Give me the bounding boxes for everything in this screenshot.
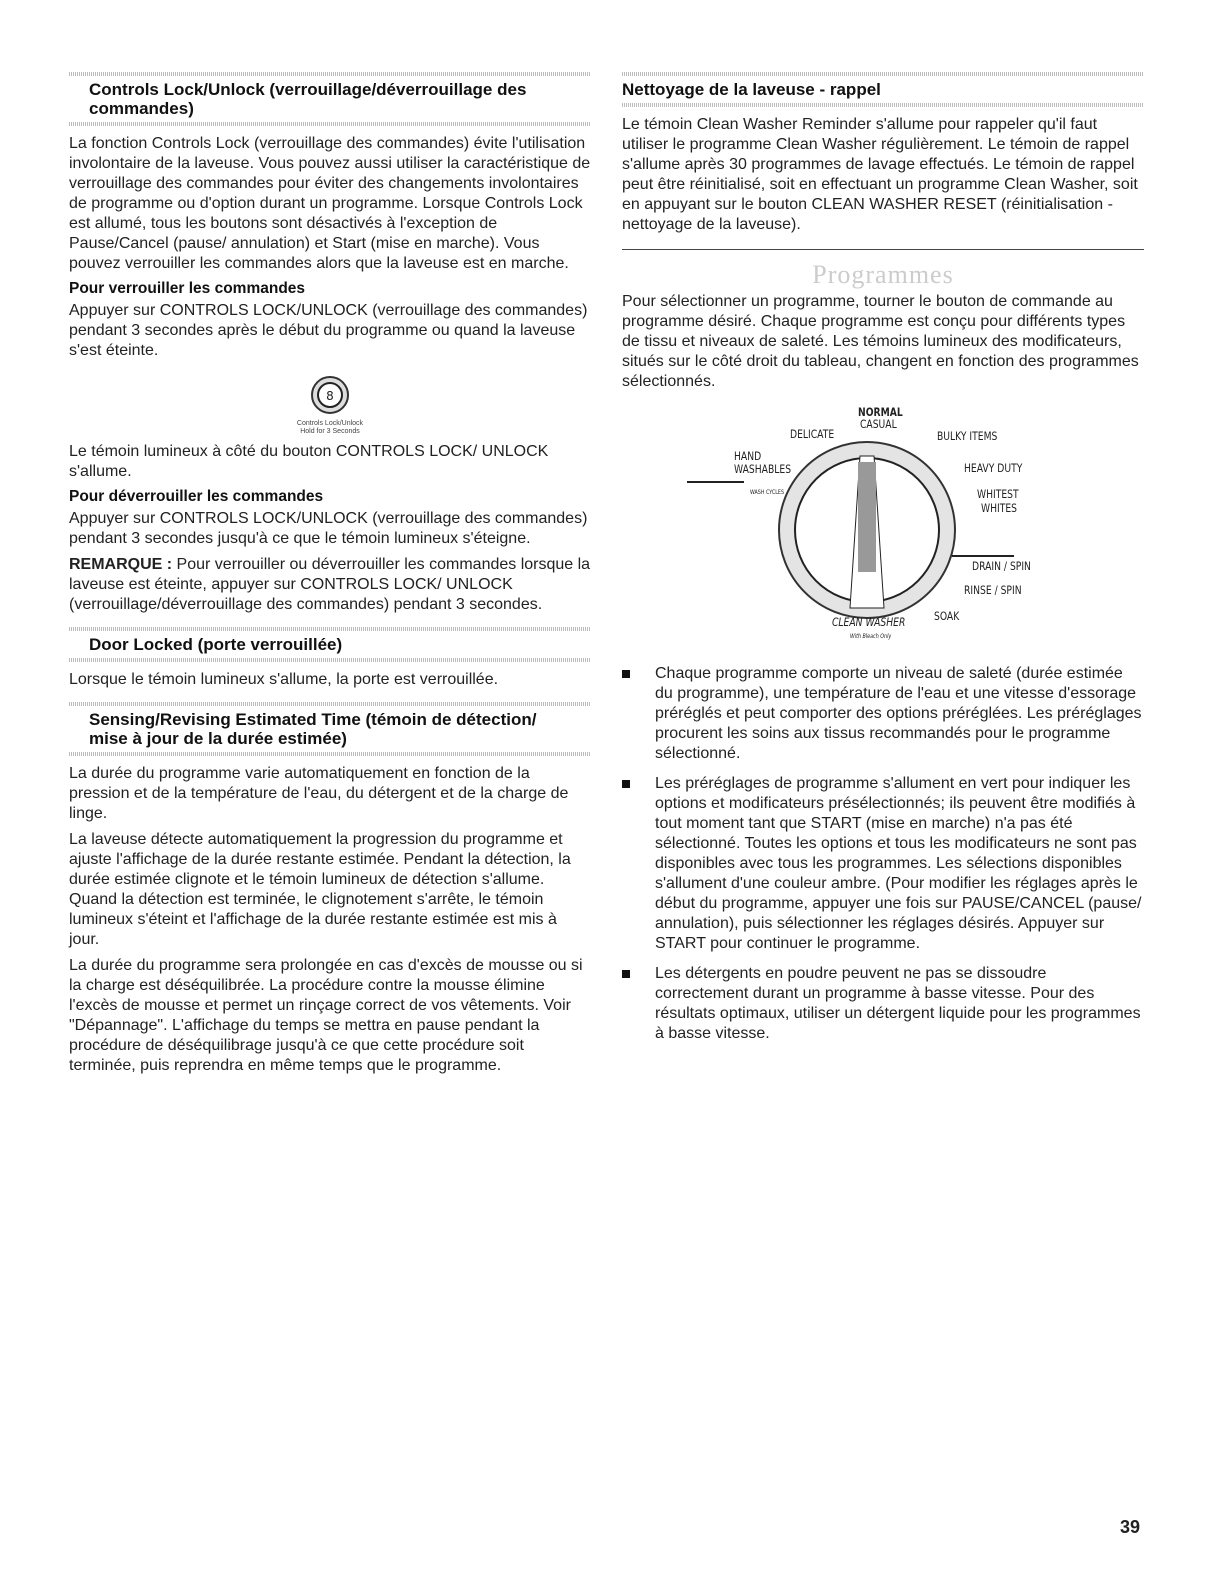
dial-label-rinse-spin: RINSE / SPIN bbox=[964, 583, 1022, 597]
paragraph: Le témoin lumineux à côté du bouton CONTROLS LOCK/ UNLOCK s'allume. bbox=[69, 443, 549, 480]
divider bbox=[69, 702, 591, 706]
divider bbox=[69, 72, 591, 76]
paragraph: La fonction Controls Lock (verrouillage des commandes) évite l'utilisation involontaire de la laveuse. Vous pouvez aussi utiliser la caractéristique de verrouillage des commandes pour éviter des changements involontaires de programme ou d'option durant un programme. Lorsque Controls Lock est allumé, tous les boutons sont désactivés à l'exception de Pause/Cancel (pause/ annulation) et Start (mise en marche). Vous pouvez verrouiller les commandes alors que la laveuse est en marche. bbox=[69, 135, 591, 272]
controls-lock-button-figure bbox=[69, 375, 591, 436]
right-column bbox=[622, 72, 1144, 1054]
divider bbox=[69, 122, 591, 126]
dial-label-delicate: DELICATE bbox=[790, 427, 835, 441]
list-item: Chaque programme comporte un niveau de saleté (durée estimée du programme), une température de l'eau et une vitesse d'essorage préréglés et peut comporter des options préréglées. Les préréglages procurent les soins aux tissus recommandés pour le programme sélectionné. bbox=[622, 664, 1144, 764]
dial-label-normal: NORMAL bbox=[858, 405, 903, 419]
divider bbox=[69, 627, 591, 631]
section-title-programmes: Programmes bbox=[812, 260, 954, 289]
paragraph: Pour sélectionner un programme, tourner le bouton de commande au programme désiré. Chaque programme est conçu pour différents types de tissu et niveaux de saleté. Les témoins lumineux des modificateurs, situés sur le côté droit du tableau, changent en fonction des programmes sélectionnés. bbox=[622, 293, 1139, 390]
dial-label-hand: HAND bbox=[734, 449, 762, 463]
dial-label-whites: WHITES bbox=[981, 501, 1018, 515]
note-label: REMARQUE : bbox=[69, 556, 173, 573]
paragraph: La laveuse détecte automatiquement la progression du programme et ajuste l'affichage de la durée restante estimée. Pendant la détection, la durée estimée clignote et le témoin lumineux de détection s'allume. Quand la détection est terminée, le clignotement s'arrête, le témoin lumineux s'éteint et l'affichage de la durée restante estimée est mis à jour. bbox=[69, 831, 571, 948]
button-caption: Controls Lock/Unlock bbox=[296, 420, 364, 427]
paragraph: Lorsque le témoin lumineux s'allume, la porte est verrouillée. bbox=[69, 671, 499, 688]
dial-label-soak: SOAK bbox=[934, 609, 960, 623]
button-subcaption: Hold for 3 Seconds bbox=[300, 428, 360, 435]
section-heading: Nettoyage de la laveuse - rappel bbox=[622, 80, 881, 99]
section-heading: Sensing/Revising Estimated Time (témoin de détection/ mise à jour de la durée estimée) bbox=[89, 710, 537, 748]
divider bbox=[622, 103, 1144, 107]
section-heading: Controls Lock/Unlock (verrouillage/déverrouillage des commandes) bbox=[89, 80, 527, 118]
paragraph: La durée du programme sera prolongée en cas d'excès de mousse ou si la charge est déséquilibrée. La procédure contre la mousse élimine l'excès de mousse et permet un rinçage correct de vos vêtements. Voir "Dépannage". L'affichage du temps se mettra en pause pendant la procédure de déséquilibrage jusqu'à ce que cette procédure soit terminée, puis reprendra en même temps que le programme. bbox=[69, 957, 583, 1074]
section-heading: Door Locked (porte verrouillée) bbox=[89, 635, 343, 654]
bullet-list bbox=[622, 664, 1144, 1044]
subheading: Pour verrouiller les commandes bbox=[69, 280, 306, 297]
paragraph: Appuyer sur CONTROLS LOCK/UNLOCK (verrouillage des commandes) pendant 3 secondes après le début du programme ou quand la laveuse s'est éteinte. bbox=[69, 302, 588, 359]
list-item: Les préréglages de programme s'allument en vert pour indiquer les options et modificateurs présélectionnés; ils peuvent être modifiés à tout moment tant que START (mise en marche) n'a pas été sélectionné. Toutes les options et tous les modificateurs ne sont pas disponibles avec tous les programmes. Les sélections disponibles s'allument d'une couleur ambre. (Pour modifier les réglages après le début du programme, appuyer une fois sur PAUSE/CANCEL (pause/ annulation), puis sélectionner les réglages désirés. Appuyer sur START pour continuer le programme. bbox=[622, 774, 1144, 954]
cycle-dial-diagram bbox=[622, 398, 1144, 654]
paragraph: La durée du programme varie automatiquement en fonction de la pression et de la température de l'eau, du détergent et de la charge de linge. bbox=[69, 765, 569, 822]
dial-label-heavy-duty: HEAVY DUTY bbox=[964, 461, 1023, 475]
dial-label-bulky-items: BULKY ITEMS bbox=[937, 429, 998, 443]
dial-label-drain-spin: DRAIN / SPIN bbox=[972, 559, 1031, 573]
svg-text:8: 8 bbox=[326, 389, 334, 403]
section-clean-washer bbox=[622, 72, 1144, 235]
divider bbox=[622, 249, 1144, 250]
note-text: Pour verrouiller ou déverrouiller les commandes lorsque la laveuse est éteinte, appuyer sur CONTROLS LOCK/ UNLOCK (verrouillage/déverrouillage des commandes) pendant 3 secondes. bbox=[69, 556, 591, 613]
divider bbox=[69, 658, 591, 662]
dial-label-bleach-only: With Bleach Only bbox=[850, 633, 892, 640]
divider bbox=[622, 72, 1144, 76]
section-sensing bbox=[69, 702, 591, 1076]
note bbox=[69, 555, 591, 615]
page-number: 39 bbox=[1120, 1517, 1141, 1537]
paragraph: Le témoin Clean Washer Reminder s'allume pour rappeler qu'il faut utiliser le programme Clean Washer régulièrement. Le témoin de rappel s'allume après 30 programmes de lavage effectués. Le témoin de rappel peut être réinitialisé, soit en effectuant un programme Clean Washer, soit en appuyant sur le bouton CLEAN WASHER RESET (réinitialisation - nettoyage de la laveuse). bbox=[622, 116, 1138, 233]
left-column bbox=[69, 72, 591, 1088]
list-item: Les détergents en poudre peuvent ne pas se dissoudre correctement durant un programme à basse vitesse. Pour des résultats optimaux, utiliser un détergent liquide pour les programmes à basse vitesse. bbox=[622, 964, 1144, 1044]
subheading: Pour déverrouiller les commandes bbox=[69, 488, 324, 505]
dial-label-clean-washer: CLEAN WASHER bbox=[832, 615, 906, 629]
divider bbox=[69, 752, 591, 756]
section-door-locked bbox=[69, 627, 591, 690]
paragraph: Appuyer sur CONTROLS LOCK/UNLOCK (verrouillage des commandes) pendant 3 secondes jusqu'à ce que le témoin lumineux s'éteigne. bbox=[69, 510, 588, 547]
dial-label-washables: WASHABLES bbox=[734, 462, 792, 476]
dial-label-whitest: WHITEST bbox=[977, 487, 1019, 501]
section-controls-lock bbox=[69, 72, 591, 615]
dial-label-wash-cycles: WASH CYCLES bbox=[750, 489, 784, 496]
dial-label-casual: CASUAL bbox=[860, 417, 897, 431]
lock-button-icon bbox=[310, 375, 350, 415]
